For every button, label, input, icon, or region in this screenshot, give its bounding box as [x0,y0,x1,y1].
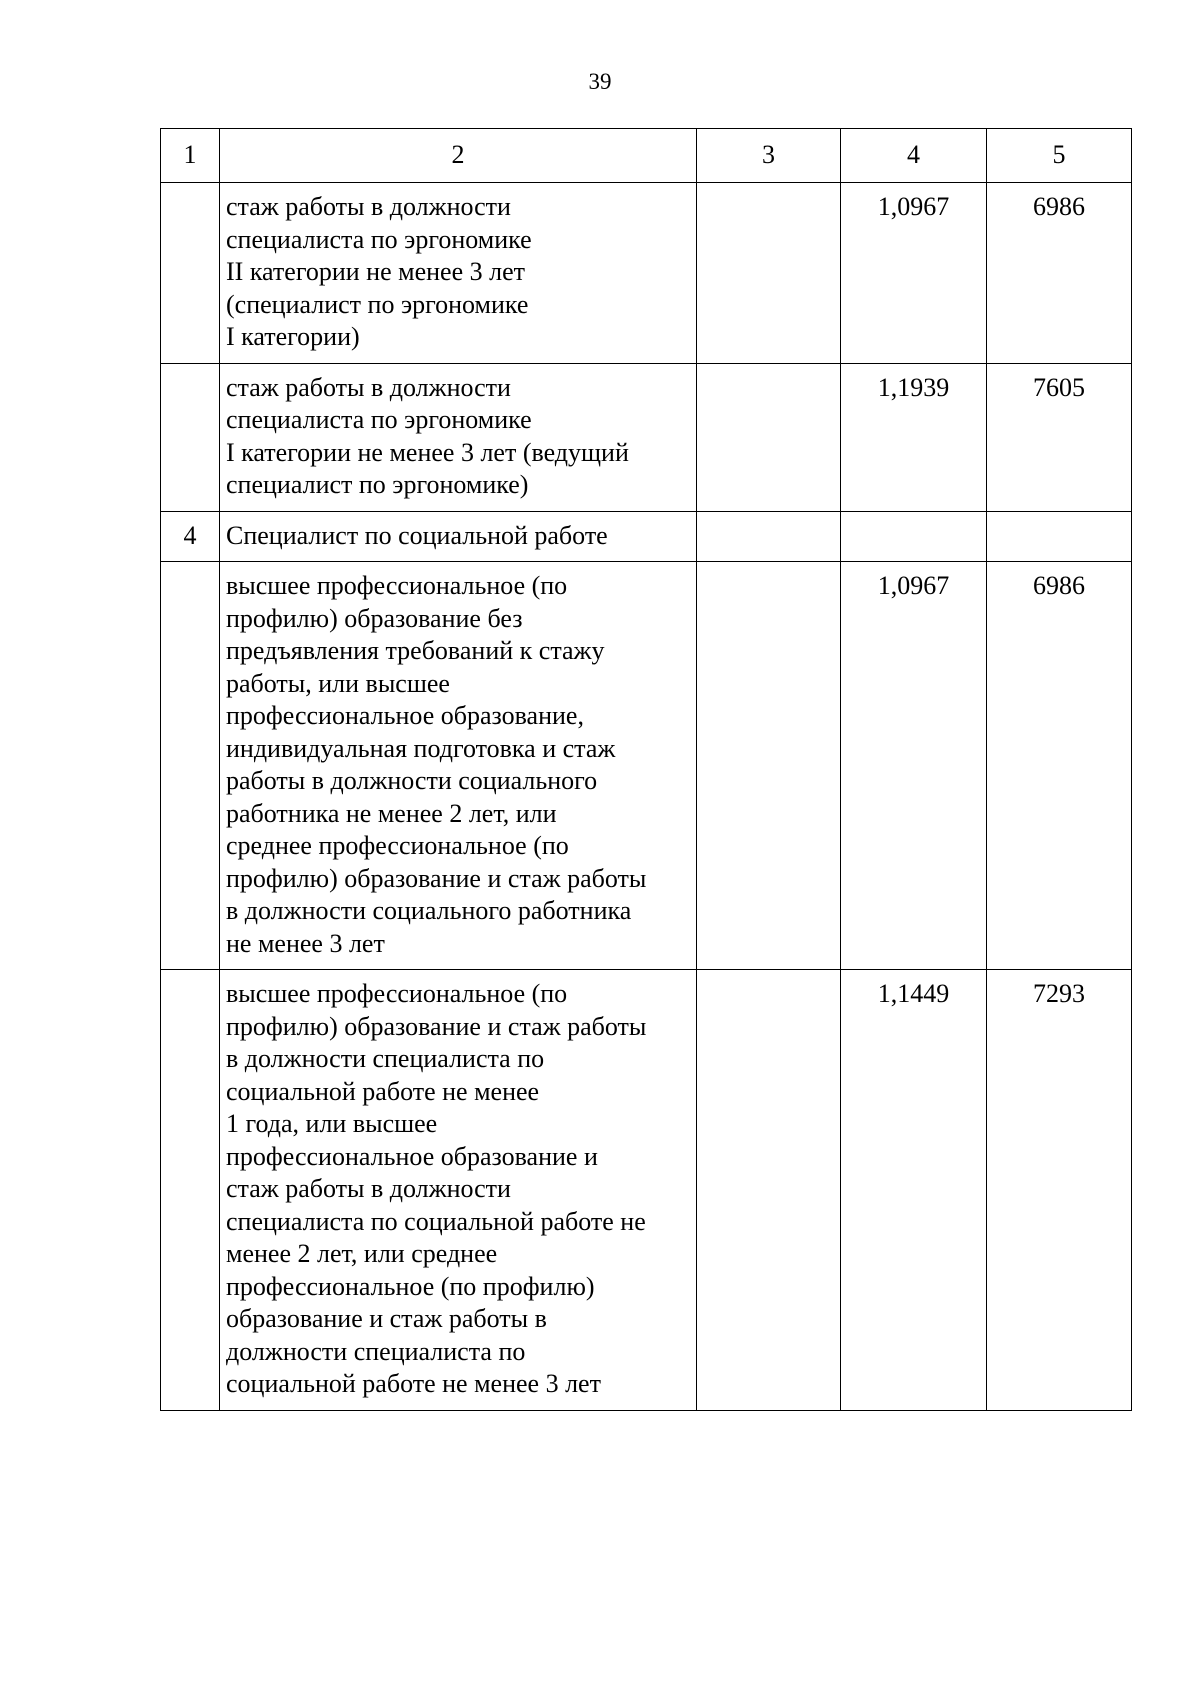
row-number-cell [161,562,220,970]
column-3-cell [697,511,841,562]
row-number-cell [161,363,220,511]
column-header: 3 [697,129,841,183]
coefficient-cell: 1,0967 [841,562,987,970]
row-number-cell [161,183,220,364]
amount-cell: 6986 [987,183,1132,364]
coefficient-cell [841,511,987,562]
column-3-cell [697,363,841,511]
table-row [161,562,1132,970]
column-header: 5 [987,129,1132,183]
column-3-cell [697,562,841,970]
coefficient-cell: 1,1939 [841,363,987,511]
row-number-cell: 4 [161,511,220,562]
page-number: 39 [588,69,612,94]
requirement-description: стаж работы в должности специалиста по эргономике II категории не менее 3 лет (специалист по эргономике I категории) [220,183,697,364]
amount-cell: 7605 [987,363,1132,511]
table-row [161,363,1132,511]
amount-cell: 7293 [987,970,1132,1411]
table-row [161,183,1132,364]
column-3-cell [697,183,841,364]
row-number-cell [161,970,220,1411]
column-3-cell [697,970,841,1411]
amount-cell: 6986 [987,562,1132,970]
coefficient-cell: 1,1449 [841,970,987,1411]
position-title: Специалист по социальной работе [220,511,697,562]
amount-cell [987,511,1132,562]
table-row [161,511,1132,562]
requirement-description: стаж работы в должности специалиста по эргономике I категории не менее 3 лет (ведущий специалист по эргономике) [220,363,697,511]
column-header: 4 [841,129,987,183]
table-header-row [161,129,1132,183]
table-row [161,970,1132,1411]
coefficient-cell: 1,0967 [841,183,987,364]
requirement-description: высшее профессиональное (по профилю) образование и стаж работы в должности специалиста по социальной работе не менее 1 года, или высшее профессиональное образование и стаж работы в должности специалиста по социальной работе не менее 2 лет, или среднее профессиональное (по профилю) образование и стаж работы в должности специалиста по социальной работе не менее 3 лет [220,970,697,1411]
qualification-table [160,128,1132,1411]
requirement-description: высшее профессиональное (по профилю) образование без предъявления требований к стажу работы, или высшее профессиональное образование, индивидуальная подготовка и стаж работы в должности социального работника не менее 2 лет, или среднее профессиональное (по профилю) образование и стаж работы в должности социального работника не менее 3 лет [220,562,697,970]
column-header: 2 [220,129,697,183]
column-header: 1 [161,129,220,183]
